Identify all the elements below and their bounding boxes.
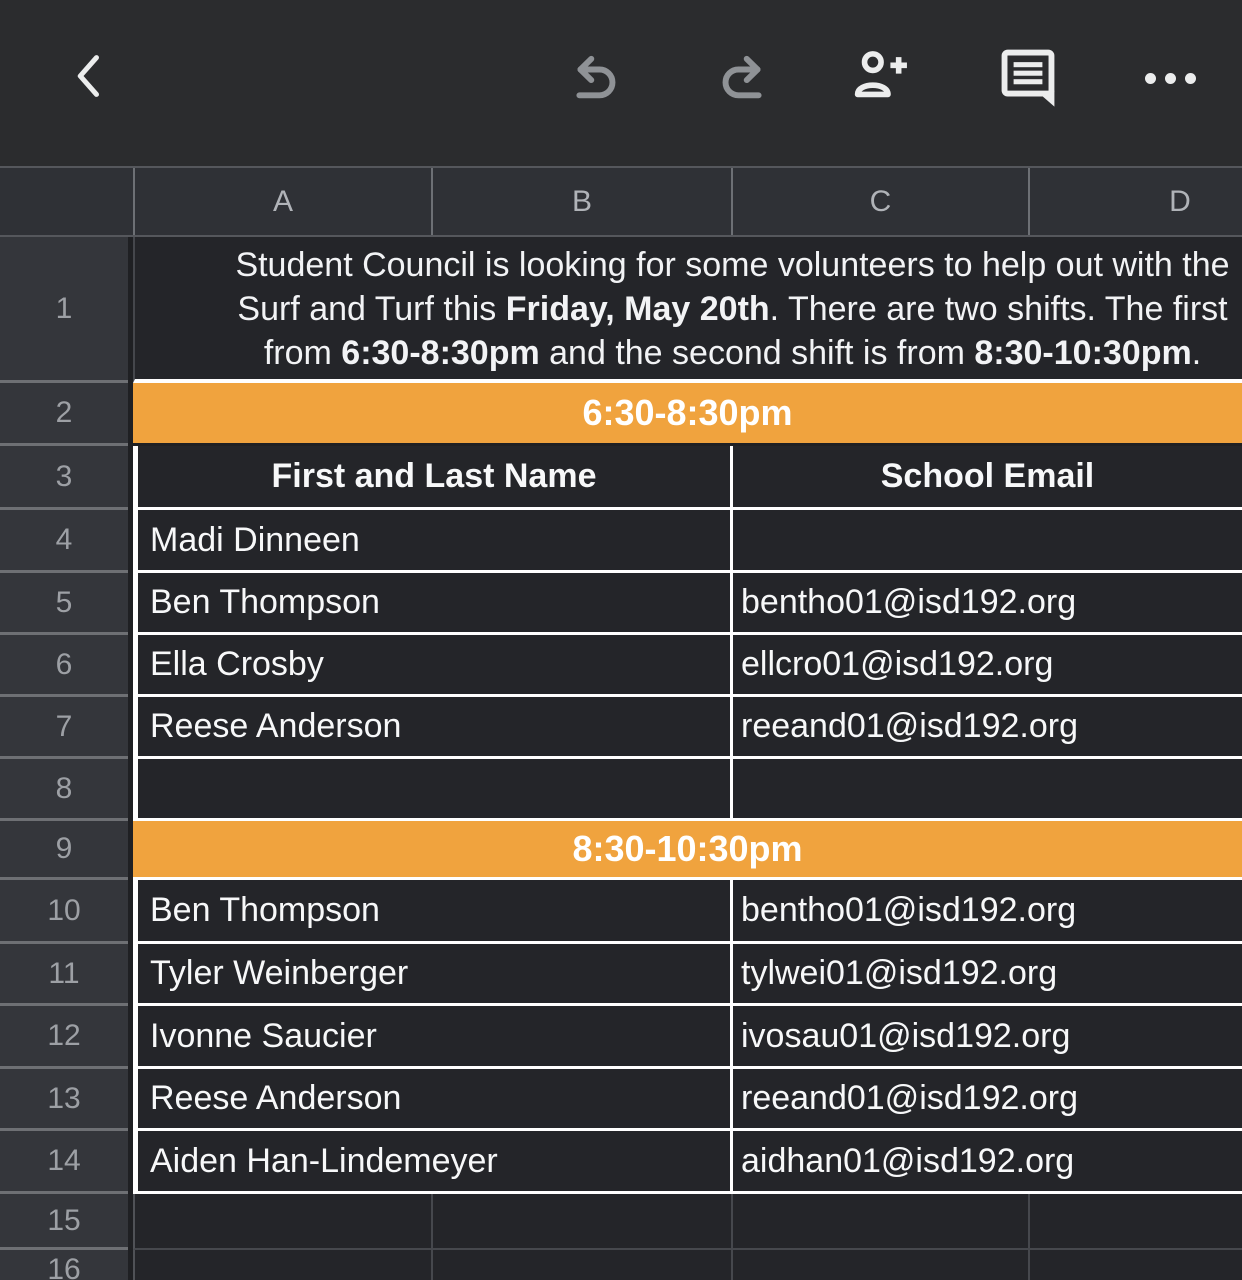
name-cell[interactable] — [138, 759, 733, 818]
email-cell[interactable]: aidhan01@isd192.org — [741, 1141, 1075, 1180]
redo-icon — [709, 47, 771, 109]
more-button[interactable] — [1138, 46, 1202, 110]
row-number[interactable]: 10 — [0, 880, 128, 944]
table-row — [0, 880, 1242, 944]
chevron-left-icon — [64, 41, 116, 111]
shift-banner-label: 6:30-8:30pm — [582, 392, 793, 433]
row-number[interactable]: 3 — [0, 446, 128, 510]
name-cell[interactable]: Aiden Han-Lindemeyer — [138, 1131, 733, 1191]
column-header-c[interactable]: C — [733, 168, 1030, 235]
email-cell[interactable]: ellcro01@isd192.org — [741, 645, 1054, 683]
row-number[interactable]: 12 — [0, 1006, 128, 1069]
empty-cell[interactable] — [135, 1194, 433, 1248]
table-row — [0, 573, 1242, 635]
undo-icon — [567, 47, 629, 109]
table-row — [0, 1006, 1242, 1069]
table-row — [0, 759, 1242, 821]
note-row — [0, 237, 1242, 383]
name-cell[interactable]: Ben Thompson — [138, 573, 733, 632]
email-cell[interactable]: reeand01@isd192.org — [741, 1079, 1078, 1117]
empty-row — [0, 1194, 1242, 1250]
more-horizontal-icon — [1145, 73, 1196, 84]
row-number[interactable]: 4 — [0, 510, 128, 573]
row-number[interactable]: 1 — [0, 237, 128, 383]
row-number[interactable]: 11 — [0, 944, 128, 1006]
banner-row — [0, 383, 1242, 446]
email-cell[interactable]: bentho01@isd192.org — [741, 583, 1077, 621]
name-cell[interactable]: Ivonne Saucier — [138, 1006, 733, 1066]
row-number[interactable]: 13 — [0, 1069, 128, 1131]
email-header-cell[interactable]: School Email — [880, 457, 1095, 495]
email-cell[interactable]: bentho01@isd192.org — [741, 891, 1077, 929]
name-header-cell[interactable]: First and Last Name — [138, 446, 733, 507]
empty-row — [0, 1250, 1242, 1280]
email-cell[interactable]: reeand01@isd192.org — [741, 707, 1078, 745]
empty-cell[interactable] — [1030, 1250, 1242, 1280]
column-header-b[interactable]: B — [433, 168, 733, 235]
email-cell[interactable] — [733, 510, 1242, 570]
empty-cell[interactable] — [733, 1194, 1030, 1248]
row-number[interactable]: 8 — [0, 759, 128, 821]
note-cell[interactable] — [133, 237, 1242, 383]
note-line-1: Student Council is looking for some volunteers to help out with the — [235, 246, 1230, 284]
name-cell[interactable]: Reese Anderson — [138, 697, 733, 756]
row-number[interactable]: 15 — [0, 1194, 128, 1250]
empty-cell[interactable] — [135, 1250, 433, 1280]
spreadsheet-grid — [0, 166, 1242, 1280]
name-cell[interactable]: Madi Dinneen — [138, 510, 733, 570]
column-header-row — [0, 166, 1242, 237]
row-number[interactable]: 16 — [0, 1250, 128, 1280]
email-cell[interactable] — [733, 759, 1242, 818]
row-number[interactable]: 7 — [0, 697, 128, 759]
table-row — [0, 697, 1242, 759]
row-number[interactable]: 9 — [0, 821, 128, 880]
row-number[interactable]: 5 — [0, 573, 128, 635]
name-cell[interactable]: Ella Crosby — [138, 635, 733, 694]
empty-cell[interactable] — [733, 1250, 1030, 1280]
person-add-icon — [848, 43, 912, 109]
table-row — [0, 944, 1242, 1006]
back-button[interactable] — [58, 44, 122, 108]
redo-button[interactable] — [708, 46, 772, 110]
email-cell[interactable]: tylwei01@isd192.org — [741, 954, 1058, 992]
note-line-2: Surf and Turf this Friday, May 20th. There are two shifts. The first — [237, 290, 1228, 328]
comment-button[interactable] — [996, 44, 1060, 108]
name-cell[interactable]: Tyler Weinberger — [138, 944, 733, 1003]
table-row — [0, 635, 1242, 697]
table-row — [0, 510, 1242, 573]
empty-cell[interactable] — [433, 1250, 733, 1280]
toolbar — [0, 0, 1242, 166]
banner-row — [0, 821, 1242, 880]
name-cell[interactable]: Reese Anderson — [138, 1069, 733, 1128]
shift-banner-cell[interactable] — [133, 821, 1242, 880]
header-row — [0, 446, 1242, 510]
row-number[interactable]: 6 — [0, 635, 128, 697]
select-all-corner[interactable] — [0, 168, 135, 235]
note-line-3: from 6:30-8:30pm and the second shift is from 8:30-10:30pm. — [263, 334, 1202, 372]
column-header-a[interactable]: A — [135, 168, 433, 235]
empty-cell[interactable] — [1030, 1194, 1242, 1248]
shift-banner-cell[interactable] — [133, 383, 1242, 446]
undo-button[interactable] — [566, 46, 630, 110]
table-row — [0, 1131, 1242, 1194]
name-cell[interactable]: Ben Thompson — [138, 880, 733, 941]
row-number[interactable]: 2 — [0, 383, 128, 446]
row-number[interactable]: 14 — [0, 1131, 128, 1194]
table-row — [0, 1069, 1242, 1131]
shift-banner-label: 8:30-10:30pm — [572, 828, 803, 869]
email-cell[interactable]: ivosau01@isd192.org — [741, 1016, 1071, 1055]
empty-cell[interactable] — [433, 1194, 733, 1248]
share-button[interactable] — [848, 44, 912, 108]
column-header-d[interactable]: D — [1169, 184, 1191, 218]
comment-icon — [996, 43, 1060, 109]
